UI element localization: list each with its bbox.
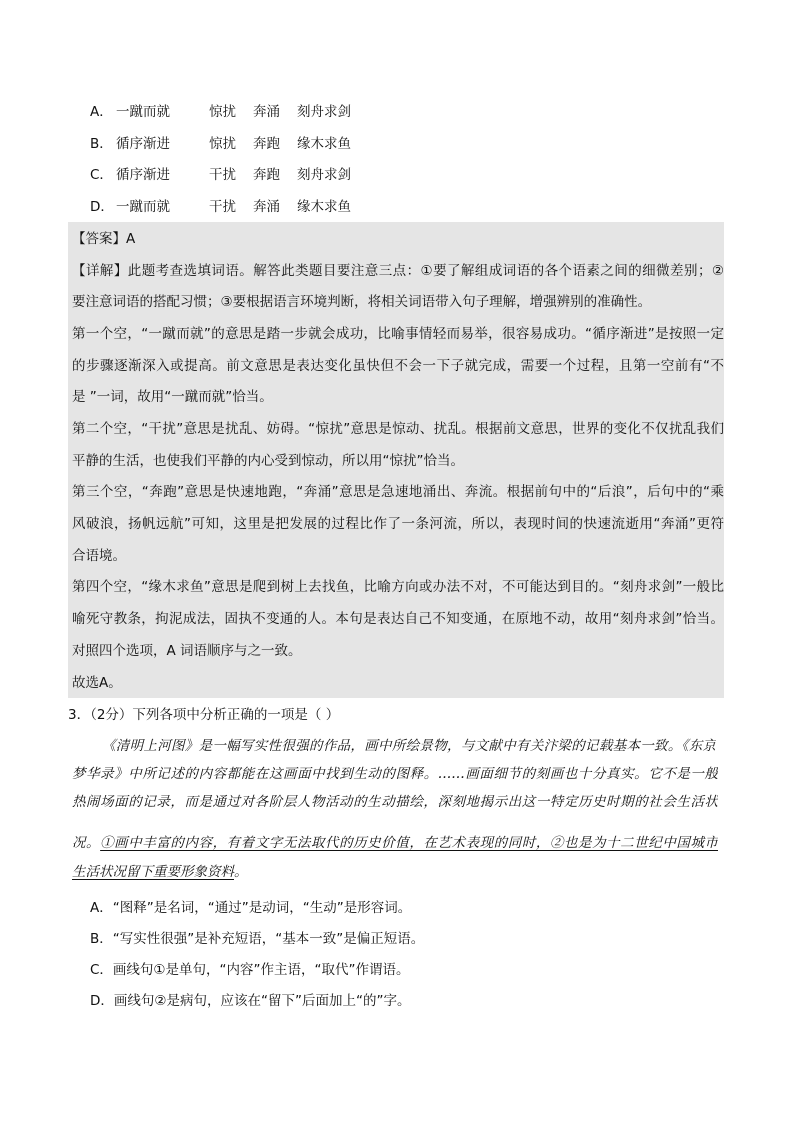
option-word-3: 奔涌 [253,104,280,120]
option-letter: B． [90,136,113,152]
option-word-2: 惊扰 [209,136,236,152]
option-word-3: 奔跑 [253,167,280,183]
option-letter: C． [90,167,113,183]
option-word-2: 干扰 [209,167,236,183]
explanation-line: 是 ”一词，故用“一蹴而就”恰当。 [72,389,273,405]
explanation-line: 的步骤逐渐深入或提高。前文意思是表达变化虽快但不会一下子就完成，需要一个过程，且第一空前有“不 [72,358,724,374]
option-a [90,101,351,123]
option-word-1: 一蹴而就 [116,199,170,215]
explanation-line: 合语境。 [72,548,126,564]
option-word-1: 循序渐进 [116,167,170,183]
explanation-line: 第一个空，“一蹴而就”的意思是踏一步就会成功，比喻事情轻而易举，很容易成功。“循序渐进”是按照一定 [72,326,724,342]
option-letter: D． [90,199,114,215]
option-word-4: 刻舟求剑 [297,104,351,120]
q3-option-a: A．“图释”是名词，“通过”是动词，“生动”是形容词。 [90,900,412,916]
explanation-line: 喻死守教条，拘泥成法，固执不变通的人。本句是表达自己不知变通，在原地不动，故用“刻舟求剑”恰当。 [72,611,724,627]
underlined-sentence: ①画中丰富的内容，有着文字无法取代的历史价值，在艺术表现的同时，②也是为十二世纪中国城市 [100,835,718,851]
question-3-stem: 3．（2分）下列各项中分析正确的一项是（ ） [68,707,340,723]
option-word-4: 缘木求鱼 [297,199,351,215]
explanation-line: 风破浪，扬帆远航”可知，这里是把发展的过程比作了一条河流，所以，表现时间的快速流逝用“奔涌”更符 [72,516,724,532]
option-b [90,133,351,155]
explanation-line: 平静的生活，也使我们平静的内心受到惊动，所以用“惊扰”恰当。 [72,453,464,469]
passage-line: 《清明上河图》是一幅写实性很强的作品，画中所绘景物，与文献中有关汴梁的记载基本一致。《东京 [102,738,716,754]
option-letter: A． [90,104,113,120]
option-word-4: 刻舟求剑 [297,167,351,183]
explanation-line: 第二个空，“干扰”意思是扰乱、妨碍。“惊扰”意思是惊动、扰乱。根据前文意思，世界的变化不仅扰乱我们 [72,421,724,437]
explanation-line: 故选A。 [72,675,122,691]
option-word-4: 缘木求鱼 [297,136,351,152]
explanation-line: 要注意词语的搭配习惯；③要根据语言环境判断，将相关词语带入句子理解，增强辨别的准确性。 [72,294,652,310]
q3-option-b: B．“写实性很强”是补充短语，“基本一致”是偏正短语。 [90,931,425,947]
explanation-line: 第三个空，“奔跑”意思是快速地跑，“奔涌”意思是急速地涌出、奔流。根据前句中的“后浪”，后句中的“乘 [72,484,724,500]
option-c [90,164,351,186]
explanation-line: 第四个空，“缘木求鱼”意思是爬到树上去找鱼，比喻方向或办法不对，不可能达到目的。“刻舟求剑”一般比 [72,579,724,595]
option-word-2: 惊扰 [209,104,236,120]
passage-line [72,860,718,884]
underlined-sentence: 生活状况留下重要形象资料 [72,864,234,880]
passage-text: 。 [234,864,248,880]
passage-line: 梦华录》中所记述的内容都能在这画面中找到生动的图释。……画面细节的刻画也十分真实。它不是一般 [72,766,718,782]
explanation-line: 对照四个选项，A 词语顺序与之一致。 [72,643,302,659]
option-word-1: 一蹴而就 [116,104,170,120]
passage-line [72,831,718,855]
option-d [90,196,351,218]
option-word-3: 奔跑 [253,136,280,152]
q3-option-d: D．画线句②是病句，应该在“留下”后面加上“的”字。 [90,993,411,1009]
option-word-2: 干扰 [209,199,236,215]
option-word-1: 循序渐进 [116,136,170,152]
passage-text: 况。 [72,835,101,851]
q3-option-c: C．画线句①是单句，“内容”作主语，“取代”作谓语。 [90,962,410,978]
answer-label: 【答案】A [72,231,136,247]
option-word-3: 奔涌 [253,199,280,215]
explanation-line: 【详解】此题考查选填词语。解答此类题目要注意三点：①要了解组成词语的各个语素之间的细微差别；② [72,263,724,279]
passage-line: 热闹场面的记录，而是通过对各阶层人物活动的生动描绘，深刻地揭示出这一特定历史时期的社会生活状 [72,794,718,810]
